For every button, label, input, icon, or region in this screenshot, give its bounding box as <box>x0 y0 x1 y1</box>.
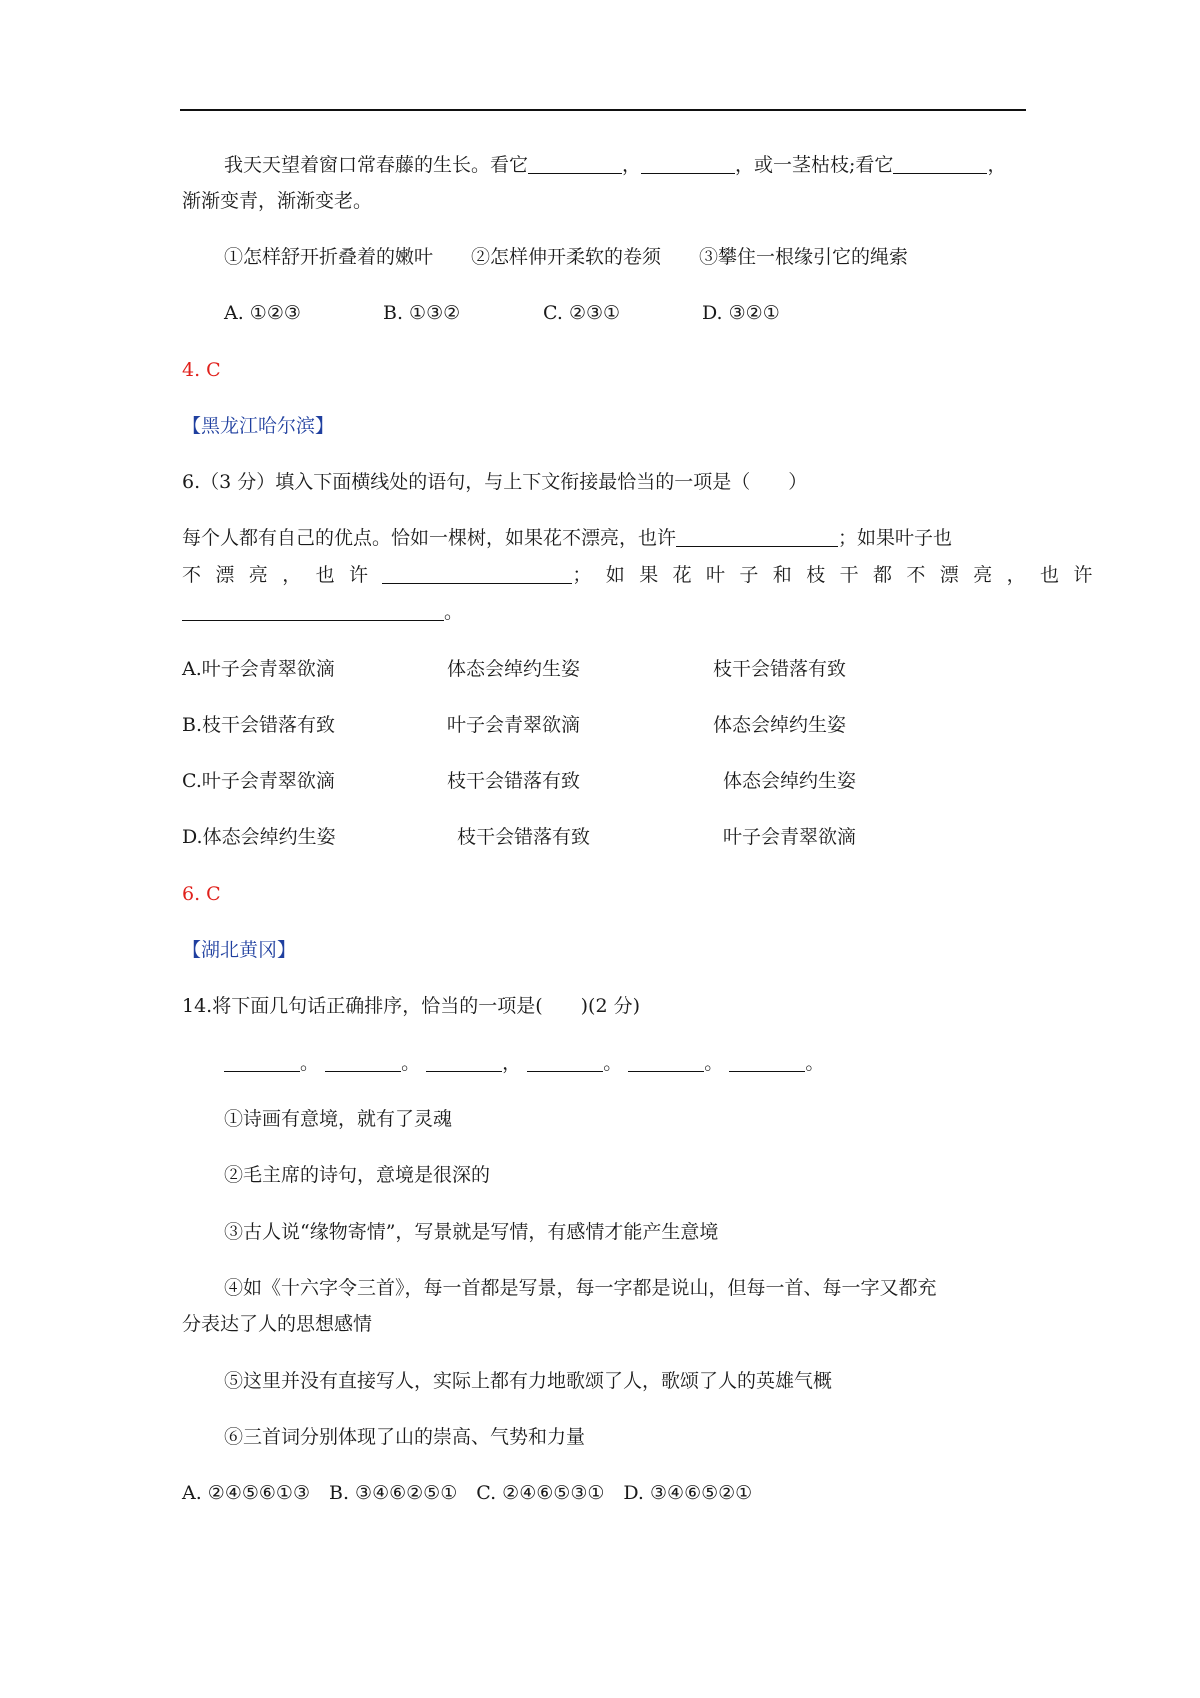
harbin-option-c-c: 体态会绰约生姿 <box>723 770 857 792</box>
harbin-p2-a: 不漂亮，也许 <box>182 564 383 586</box>
sentence-item: ④如《十六字令三首》，每一首都是写景，每一字都是说山，但每一首、每一字又都充 <box>224 1277 937 1299</box>
harbin-option-b-b: 叶子会青翠欲滴 <box>447 714 581 736</box>
harbin-p1: 每个人都有自己的优点。恰如一棵树，如果花不漂亮，也许 <box>182 527 677 549</box>
order-sep: ， <box>502 1052 522 1074</box>
ordering-blanks <box>224 1050 824 1076</box>
order-sep: 。 <box>704 1052 724 1074</box>
sentence-item: ③古人说“缘物寄情”，写景就是写情，有感情才能产生意境 <box>224 1221 719 1243</box>
order-blank-5 <box>628 1051 704 1072</box>
q-prev-option-a: A. ①②③ <box>224 302 301 324</box>
harbin-option-a-c: 枝干会错落有致 <box>713 658 847 680</box>
harbin-option-d: D.体态会绰约生姿 <box>182 826 336 848</box>
harbin-p3-end: 。 <box>444 601 464 623</box>
q-prev-stem-a: 我天天望着窗口常春藤的生长。看它 <box>224 154 529 176</box>
order-sep: 。 <box>603 1052 623 1074</box>
blank-2 <box>641 153 735 174</box>
header-rule <box>180 109 1026 111</box>
harbin-passage-line3 <box>182 599 463 625</box>
sentence-item: ②毛主席的诗句，意境是很深的 <box>224 1164 491 1186</box>
sentence-item: ①诗画有意境，就有了灵魂 <box>224 1108 453 1130</box>
q-prev-option-b: B. ①③② <box>383 302 461 324</box>
q-prev-stem-line1 <box>224 152 1006 178</box>
huanggang-stem: 14.将下面几句话正确排序，恰当的一项是( )(2 分) <box>182 995 640 1017</box>
order-blank-2 <box>325 1051 401 1072</box>
harbin-option-a: A.叶子会青翠欲滴 <box>182 658 335 680</box>
order-blank-4 <box>527 1051 603 1072</box>
q-prev-items: ①怎样舒开折叠着的嫩叶 ②怎样伸开柔软的卷须 ③攀住一根缘引它的绳索 <box>224 246 909 268</box>
harbin-passage-line2 <box>182 562 1107 588</box>
harbin-answer: 6. C <box>182 883 221 905</box>
q-prev-option-d: D. ③②① <box>702 302 780 324</box>
harbin-p2-b: ；如果花叶子和枝干都不漂亮，也许 <box>572 564 1107 586</box>
q-prev-answer: 4. C <box>182 359 221 381</box>
q-prev-stem-line2: 渐渐变青，渐渐变老。 <box>182 190 373 212</box>
q-prev-comma1: ， <box>622 154 642 176</box>
harbin-option-d-c: 叶子会青翠欲滴 <box>723 826 857 848</box>
blank-5 <box>382 563 572 584</box>
sentence-item-cont: 分表达了人的思想感情 <box>182 1313 373 1335</box>
blank-4 <box>676 526 838 547</box>
harbin-option-c-b: 枝干会错落有致 <box>447 770 581 792</box>
harbin-p1-end: ；如果叶子也 <box>838 527 953 549</box>
harbin-option-a-b: 体态会绰约生姿 <box>447 658 581 680</box>
order-blank-3 <box>426 1051 502 1072</box>
huanggang-options: A. ②④⑤⑥①③ B. ③④⑥②⑤① C. ②④⑥⑤③① D. ③④⑥⑤②① <box>182 1482 753 1504</box>
q-prev-comma3: ， <box>987 154 1007 176</box>
harbin-option-c: C.叶子会青翠欲滴 <box>182 770 335 792</box>
blank-1 <box>528 153 622 174</box>
harbin-passage-line1 <box>182 525 952 551</box>
order-blank-6 <box>729 1051 805 1072</box>
order-sep: 。 <box>805 1052 825 1074</box>
blank-3 <box>893 153 987 174</box>
harbin-stem: 6.（3 分）填入下面横线处的语句，与上下文衔接最恰当的一项是（ ） <box>182 471 808 493</box>
harbin-option-b-c: 体态会绰约生姿 <box>713 714 847 736</box>
source-harbin: 【黑龙江哈尔滨】 <box>182 415 335 437</box>
blank-6 <box>182 600 444 621</box>
sentence-item: ⑤这里并没有直接写人，实际上都有力地歌颂了人，歌颂了人的英雄气概 <box>224 1370 833 1392</box>
order-sep: 。 <box>401 1052 421 1074</box>
source-huanggang: 【湖北黄冈】 <box>182 939 297 961</box>
order-blank-1 <box>224 1051 300 1072</box>
sentence-item: ⑥三首词分别体现了山的崇高、气势和力量 <box>224 1426 586 1448</box>
q-prev-option-c: C. ②③① <box>543 302 621 324</box>
order-sep: 。 <box>300 1052 320 1074</box>
harbin-option-d-b: 枝干会错落有致 <box>457 826 591 848</box>
harbin-option-b: B.枝干会错落有致 <box>182 714 336 736</box>
q-prev-comma2: ，或一茎枯枝;看它 <box>735 154 894 176</box>
